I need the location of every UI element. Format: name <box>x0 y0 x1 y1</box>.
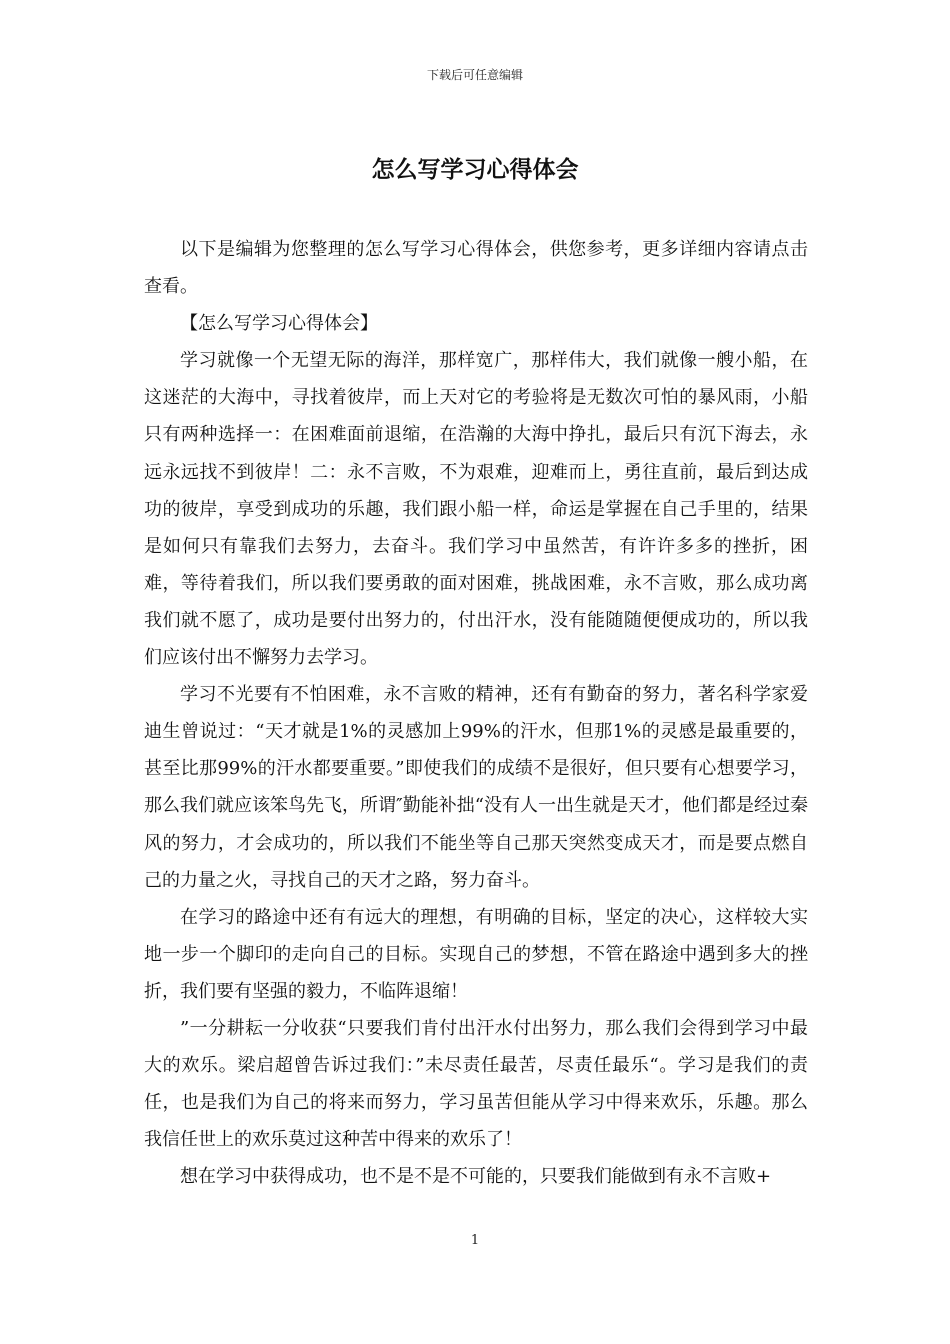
paragraph-section-heading: 【怎么写学习心得体会】 <box>180 313 378 335</box>
page-header: 下载后可任意编辑 <box>426 68 523 82</box>
paragraph: 学习就像一个无望无际的海洋，那样宽广，那样伟大，我们就像一艘小船，在这迷茫的大海中，寻找着彼岸，而上天对它的考验将是无数次可怕的暴风雨，小船只有两种选择一：在困难面前退缩，在浩瀚的大海中挣扎，最后只有沉下海去，永远永远找不到彼岸！二：永不言败，不为艰难，迎难而上，勇往直前，最后到达成功的彼岸，享受到成功的乐趣，我们跟小船一样，命运是掌握在自己手里的，结果是如何只有靠我们去努力，去奋斗。我们学习中虽然苦，有许许多多的挫折，困难，等待着我们，所以我们要勇敢的面对困难，挑战困难，永不言败，那么成功离我们就不愿了，成功是要付出努力的，付出汗水，没有能随随便便成功的，所以我们应该付出不懈努力去学习。 <box>144 350 808 669</box>
paragraph: 学习不光要有不怕困难，永不言败的精神，还有有勤奋的努力，著名科学家爱迪生曾说过：“天才就是1%的灵感加上99%的汗水，但那1%的灵感是最重要的，甚至比那99%的汗水都要重要。”即使我们的成绩不是很好，但只要有心想要学习，那么我们就应该笨鸟先飞，所谓″勤能补拙“没有人一出生就是天才，他们都是经过秦风的努力，才会成功的，所以我们不能坐等自己那天突然变成天才，而是要点燃自己的力量之火，寻找自己的天才之路，努力奋斗。 <box>144 684 808 891</box>
paragraph: ”一分耕耘一分收获“只要我们肯付出汗水付出努力，那么我们会得到学习中最大的欢乐。梁启超曾告诉过我们：”未尽责任最苦，尽责任最乐“。学习是我们的责任，也是我们为自己的将来而努力，学习虽苦但能从学习中得来欢乐，乐趣。那么我信任世上的欢乐莫过这种苦中得来的欢乐了！ <box>144 1017 808 1151</box>
document-title: 怎么写学习心得体会 <box>371 156 579 183</box>
paragraph-intro: 以下是编辑为您整理的怎么写学习心得体会，供您参考，更多详细内容请点击查看。 <box>144 239 808 298</box>
paragraph: 在学习的路途中还有有远大的理想，有明确的目标，坚定的决心，这样较大实地一步一个脚印的走向自己的目标。实现自己的梦想，不管在路途中遇到多大的挫折，我们要有坚强的毅力，不临阵退缩！ <box>144 906 808 1002</box>
page-number: 1 <box>470 1233 480 1248</box>
paragraph: 想在学习中获得成功，也不是不是不可能的，只要我们能做到有永不言败+ <box>180 1166 772 1188</box>
document-body <box>144 231 808 1195</box>
